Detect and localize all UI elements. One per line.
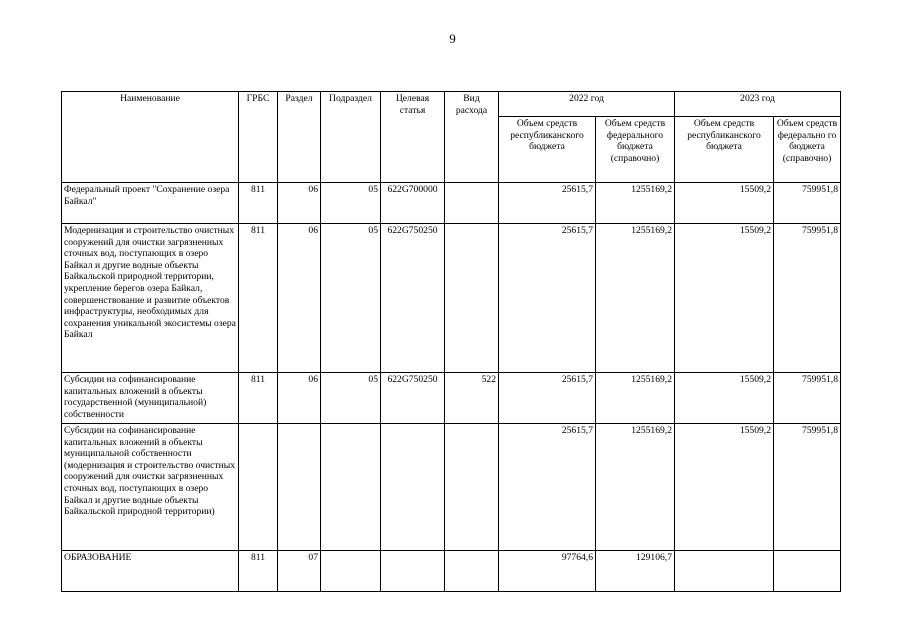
row-grbs: 811 bbox=[239, 183, 278, 224]
row-razdel: 06 bbox=[278, 373, 321, 424]
row-grbs: 811 bbox=[239, 551, 278, 592]
row-grbs: 811 bbox=[239, 224, 278, 373]
header-year-2022: 2022 год bbox=[499, 92, 675, 117]
row-rep-2022: 25615,7 bbox=[499, 183, 596, 224]
header-rep-2023: Объем средств республиканского бюджета bbox=[675, 117, 774, 183]
row-razdel: 06 bbox=[278, 224, 321, 373]
row-podrazdel bbox=[321, 551, 381, 592]
row-podrazdel: 05 bbox=[321, 373, 381, 424]
row-fed-2022: 129106,7 bbox=[596, 551, 675, 592]
row-rep-2023 bbox=[675, 551, 774, 592]
table-row bbox=[62, 424, 841, 551]
row-podrazdel bbox=[321, 424, 381, 551]
header-rep-2022: Объем средств республиканского бюджета bbox=[499, 117, 596, 183]
row-fed-2023: 759951,8 bbox=[774, 183, 841, 224]
row-rep-2023: 15509,2 bbox=[675, 224, 774, 373]
row-vid bbox=[445, 224, 499, 373]
row-vid bbox=[445, 551, 499, 592]
row-podrazdel: 05 bbox=[321, 224, 381, 373]
row-vid bbox=[445, 424, 499, 551]
row-razdel: 07 bbox=[278, 551, 321, 592]
row-rep-2023: 15509,2 bbox=[675, 373, 774, 424]
row-fed-2023 bbox=[774, 551, 841, 592]
row-razdel: 06 bbox=[278, 183, 321, 224]
table-row bbox=[62, 183, 841, 224]
row-rep-2022: 25615,7 bbox=[499, 224, 596, 373]
row-razdel bbox=[278, 424, 321, 551]
row-name: Федеральный проект "Сохранение озера Байкал" bbox=[62, 183, 239, 224]
row-name: Субсидии на софинансирование капитальных вложений в объекты муниципальной собственности (модернизация и строительство очистных сооружений для очистки загрязненных сточных вод, поступающих в озеро Байкал и другие водные объекты Байкальской природной территории) bbox=[62, 424, 239, 551]
row-vid: 522 bbox=[445, 373, 499, 424]
table-row bbox=[62, 373, 841, 424]
row-rep-2022: 25615,7 bbox=[499, 424, 596, 551]
row-fed-2022: 1255169,2 bbox=[596, 183, 675, 224]
row-grbs bbox=[239, 424, 278, 551]
header-target: Целевая статья bbox=[381, 92, 445, 183]
row-name: Модернизация и строительство очистных сооружений для очистки загрязненных сточных вод, поступающих в озеро Байкал и другие водные объекты Байкальской природной территории, укрепление берегов озера Байкал, совершенствование и развитие объектов инфраструктуры, необходимых для сохранения уникальной экосистемы озера Байкал bbox=[62, 224, 239, 373]
table-row bbox=[62, 224, 841, 373]
row-fed-2023: 759951,8 bbox=[774, 373, 841, 424]
row-fed-2023: 759951,8 bbox=[774, 224, 841, 373]
row-fed-2022: 1255169,2 bbox=[596, 373, 675, 424]
header-fed-2023: Объем средств федерально го бюджета (справочно) bbox=[774, 117, 841, 183]
row-fed-2022: 1255169,2 bbox=[596, 224, 675, 373]
row-rep-2022: 25615,7 bbox=[499, 373, 596, 424]
row-grbs: 811 bbox=[239, 373, 278, 424]
row-target: 622G700000 bbox=[381, 183, 445, 224]
budget-table bbox=[61, 91, 841, 592]
header-grbs: ГРБС bbox=[239, 92, 278, 183]
row-rep-2023: 15509,2 bbox=[675, 183, 774, 224]
row-podrazdel: 05 bbox=[321, 183, 381, 224]
header-podrazdel: Подраздел bbox=[321, 92, 381, 183]
row-target bbox=[381, 551, 445, 592]
row-name: ОБРАЗОВАНИЕ bbox=[62, 551, 239, 592]
row-fed-2023: 759951,8 bbox=[774, 424, 841, 551]
row-target: 622G750250 bbox=[381, 224, 445, 373]
table-row bbox=[62, 551, 841, 592]
row-name: Субсидии на софинансирование капитальных вложений в объекты государственной (муниципальной) собственности bbox=[62, 373, 239, 424]
header-name: Наименование bbox=[62, 92, 239, 183]
header-year-2023: 2023 год bbox=[675, 92, 841, 117]
row-target: 622G750250 bbox=[381, 373, 445, 424]
row-rep-2023: 15509,2 bbox=[675, 424, 774, 551]
row-vid bbox=[445, 183, 499, 224]
header-razdel: Раздел bbox=[278, 92, 321, 183]
page-number: 9 bbox=[449, 31, 456, 46]
row-rep-2022: 97764,6 bbox=[499, 551, 596, 592]
header-row bbox=[62, 92, 841, 117]
header-vid: Вид расхода bbox=[445, 92, 499, 183]
row-fed-2022: 1255169,2 bbox=[596, 424, 675, 551]
row-target bbox=[381, 424, 445, 551]
header-fed-2022: Объем средств федерального бюджета (справочно) bbox=[596, 117, 675, 183]
